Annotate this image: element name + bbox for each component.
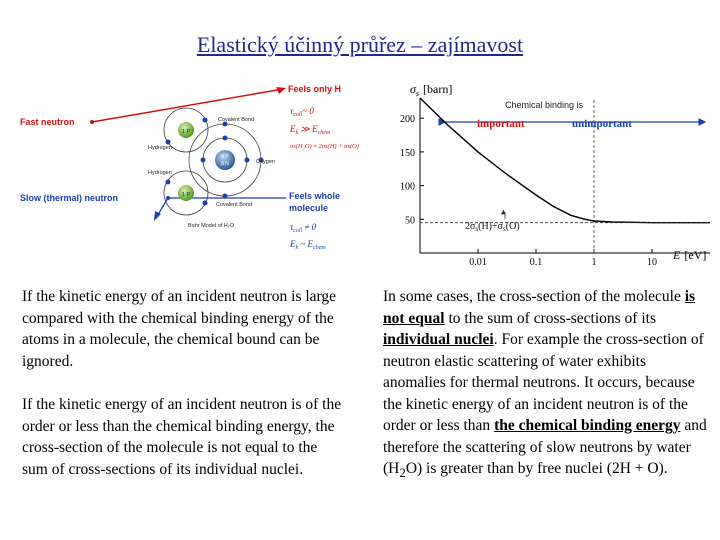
cross-section-chart (385, 78, 715, 268)
svg-text:1 P: 1 P (181, 192, 191, 198)
svg-text:τcoll~ 0: $\tau_{coll}\sim$ 0 (290, 106, 314, 118)
y-axis-label: $\sigma_s$ [barn] (410, 82, 453, 98)
unimportant-label: unimportant (572, 118, 632, 130)
svg-text:Hydrogen: Hydrogen (148, 145, 172, 151)
asymptote-label: $2\sigma_s(H)+\sigma_s(O)$ (465, 221, 520, 233)
svg-text:Bohr Model of H₂O: Bohr Model of H₂O (188, 223, 235, 229)
paragraph-left-2: If the kinetic energy of an incident neutron is of the order or less than the chemical binding energy, the cross-section of the molecule is not equal to the sum of cross-sections of its individual nuclei. (22, 396, 342, 478)
svg-text:Covalent Bond: Covalent Bond (216, 202, 253, 208)
svg-text:Oxygen: Oxygen (256, 159, 275, 165)
y-tick-label: 50 (405, 215, 415, 227)
x-axis-label: E [eV] (673, 248, 707, 262)
paragraph-left-1: If the kinetic energy of an incident neutron is large compared with the chemical binding energy of the atoms in a molecule, the chemical bound can be ignored. (22, 288, 337, 370)
svg-text:8 N: 8 N (221, 161, 229, 167)
oxygen-nucleus (215, 150, 235, 170)
paragraph-right-1: In some cases, the cross-section of the molecule is not equal to the sum of cross-sections of its individual nuclei. For example the cross-section of neutron elastic scattering of water exhibits anomalies for thermal neutrons. It occurs, because the kinetic energy of an incident neutron is of the order or less than the chemical binding energy and therefore the scattering of slow neutrons by water $(H_2O)$ is greater than by free nuclei (2H + O). (383, 288, 707, 481)
bohr-model-figure (18, 80, 368, 265)
x-tick-label: 1 (591, 257, 597, 268)
y-tick-label: 100 (400, 181, 415, 193)
y-tick-label: 150 (400, 147, 415, 159)
feels-only-h-label: Feels only H (288, 84, 342, 94)
svg-text:8 P: 8 P (221, 154, 229, 160)
x-tick-label: 10 (647, 257, 657, 268)
svg-text:1 P: 1 P (181, 129, 191, 135)
svg-text:Covalent Bond: Covalent Bond (218, 117, 255, 123)
page-title: Elastický účinný průřez – zajímavost (196, 32, 524, 57)
fast-neutron-label: Fast neutron (20, 117, 75, 127)
cross-section-curve (420, 98, 710, 223)
x-tick-label: 0.1 (529, 257, 543, 268)
svg-text:Ek ~ Echem: $E_k$ ~ $E_{chem}$ (290, 239, 326, 251)
svg-text:molecule: molecule (289, 203, 329, 213)
svg-text:σs(H₂O) ≈ 2σs(H) + σs(O): σs(H₂O) ≈ 2σs(H) + σs(O) (290, 143, 359, 150)
svg-text:Ek ≫ Echem: $E_k$ ≫ $E_{chem}$ (290, 124, 331, 136)
svg-text:Feels whole: Feels whole (289, 191, 341, 201)
important-label: important (477, 118, 525, 130)
x-tick-label: 0.01 (469, 257, 487, 268)
svg-text:Hydrogen: Hydrogen (148, 170, 172, 176)
slow-neutron-label: Slow (thermal) neutron (20, 193, 119, 203)
svg-text:τcoll ≠ 0: $\tau_{coll} \ne 0$ (290, 222, 317, 234)
y-tick-label: 200 (400, 114, 415, 126)
binding-header: Chemical binding is (505, 100, 584, 110)
